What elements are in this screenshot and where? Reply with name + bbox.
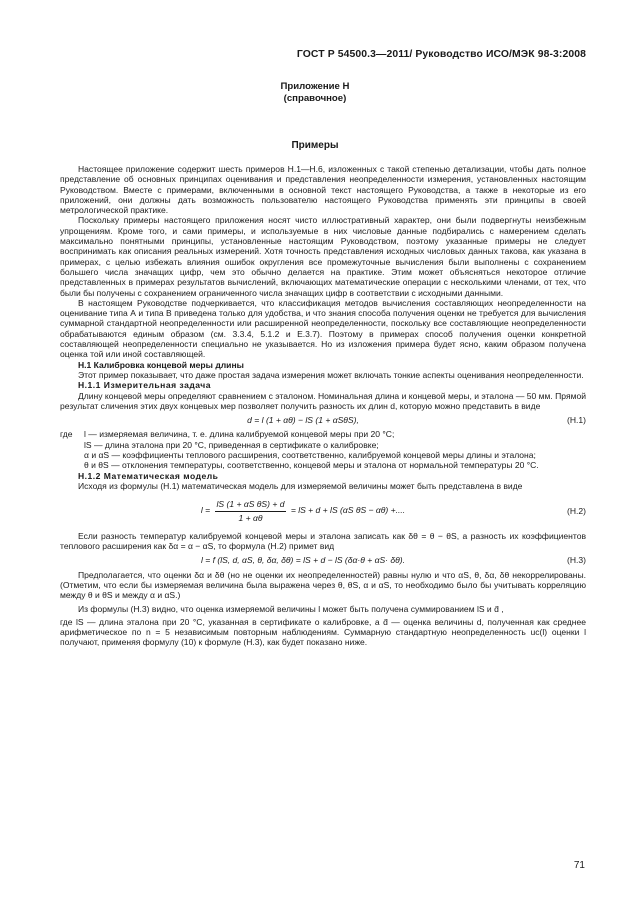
where-label: где	[60, 429, 73, 440]
paragraph-1: Настоящее приложение содержит шесть примеров Н.1—Н.6, изложенных с такой степенью детализации, чтобы дать полное представление об основных принципах оценивания и представления неопределенности измерения, установленных настоящим Руководством. Вместе с примерами, включенными в основной текст настоящего Руководства, а также в некоторые из его приложений, они должны дать возможность пользователю настоящего Руководства применять эти принципы в своей метрологической практике.	[60, 164, 586, 216]
equation-h1-number: (Н.1)	[567, 415, 586, 426]
equation-h3	[60, 555, 586, 565]
paragraph-after-h3: Предполагается, что оценки δα и δθ (но не оценки их неопределенностей) равны нулю и что αS, θ, δα, δθ некоррелированы. (Отметим, что если бы измеряемая величина была выражена через θ, θS, α и αS, то необходимо было бы учитывать корреляцию между θ и θS и между α и αS.)	[60, 569, 586, 601]
annex-subtitle: (справочное)	[283, 93, 347, 104]
paragraph-2: Поскольку примеры настоящего приложения носят чисто иллюстративный характер, они были подвергнуты неизбежным упрощениям. Кроме того, и сами примеры, и используемые в них числовые данные подбирались с намерением сделать максимально понятными принципы, установленные настоящим Руководством, поэтому указанные примеры не следует воспринимать как описания реальных измерений. Хотя точность представления исходных числовых данных такова, как указана в примерах, с целью избежать влияния ошибок округления все промежуточные вычисления были выполнены с сохранением большего числа значащих цифр, чем это обычно делается на практике. Этим может объясняться некоторое отличие представленных в примерах результатов вычислений, включающих математические операции с несколькими членами, от тех, что были бы получены с сохранением ограниченного числа значащих цифр в соответствии с исходными данными.	[60, 215, 586, 298]
equation-h3-expression: l = f (lS, d, αS, θ, δα, δθ) = lS + d − lS (δα·θ + αS· δθ).	[200, 555, 406, 566]
equation-h3-number: (Н.3)	[567, 555, 586, 566]
equation-h2-expression	[60, 499, 546, 523]
document-body	[60, 164, 586, 648]
equation-h2-lhs: l =	[200, 505, 211, 516]
h1-1-paragraph: Длину концевой меры определяют сравнением с эталоном. Номинальная длина и концевой меры, и эталона — 50 мм. Прямой результат сличения этих двух концевых мер позволяет получить разность их длин d, которую можно представить в виде	[60, 390, 586, 411]
equation-h2-rhs: = lS + d + lS (αS θS − αθ) +....	[290, 505, 406, 516]
equation-h2	[60, 499, 586, 523]
equation-h2-denominator: 1 + αθ	[238, 512, 263, 523]
definition-ls: lS — длина эталона при 20 °С, приведенная в сертификате о калибровке;	[84, 439, 379, 450]
definition-alpha: α и αS — коэффициенты теплового расширения, соответственно, калибруемой концевой меры длины и эталона;	[84, 450, 536, 461]
equation-h1	[60, 415, 586, 425]
h1-2-paragraph: Исходя из формулы (Н.1) математическая модель для измеряемой величины может быть представлена в виде	[78, 480, 523, 491]
h1-paragraph: Этот пример показывает, что даже простая задача измерения может включать тонкие аспекты оценивания неопределенности.	[78, 369, 584, 380]
section-title: Примеры	[291, 140, 339, 151]
equation-h2-numerator: lS (1 + αS θS) + d	[215, 499, 287, 511]
definition-row	[60, 429, 586, 439]
heading-h1: Н.1 Калибровка концевой меры длины	[78, 359, 244, 370]
heading-h1-1: Н.1.1 Измерительная задача	[78, 380, 212, 391]
heading-h1-2: Н.1.2 Математическая модель	[78, 470, 219, 481]
paragraph-final-1: Из формулы (Н.3) видно, что оценка измеряемой величины l может быть получена суммированием lS и d̄ ,	[78, 603, 504, 614]
annex-title: Приложение Н	[280, 81, 350, 92]
paragraph-before-h3: Если разность температур калибруемой концевой меры и эталона записать как δθ = θ − θS, а разность их коэффициентов теплового расширения как δα = α − αS, то формула (Н.2) примет вид	[60, 530, 586, 552]
running-header: ГОСТ Р 54500.3—2011/ Руководство ИСО/МЭК 98-3:2008	[296, 49, 586, 60]
paragraph-final-2: где lS — длина эталона при 20 °С, указанная в сертификате о калибровке, а d̄ — оценка величины d, полученная как среднее арифметическое по n = 5 независимым повторным наблюдениям. Суммарную стандартную неопределенность uc(l) оценки l получают, применяя формулу (10) к формуле (Н.3), как будет показано ниже.	[60, 616, 586, 648]
equation-h1-expression: d = l (1 + αθ) − lS (1 + αSθS),	[247, 415, 359, 426]
equation-h2-number: (Н.2)	[567, 505, 586, 516]
definition-theta: θ и θS — отклонения температуры, соответственно, концевой меры и эталона от нормальной температуры 20 °С.	[84, 460, 539, 471]
definition-l: l — измеряемая величина, т. е. длина калибруемой концевой меры при 20 °С;	[84, 429, 395, 440]
annex-heading	[0, 81, 630, 105]
paragraph-3: В настоящем Руководстве подчеркивается, что классификация методов вычисления составляющих неопределенности на оценивание типа А и типа В приведена только для удобства, и что знания способа получения оценки не требуется для вычисления суммарной стандартной неопределенности или расширенной неопределенности, поскольку все составляющие неопределенности обрабатываются единым образом (см. 3.3.4, 5.1.2 и Е.3.7). Поэтому в примерах способ получения оценки конкретной составляющей неопределенности специально не указывается. Но из изложения примера будет ясно, каким образом получена оценка той или иной составляющей.	[60, 297, 586, 360]
page-number: 71	[573, 860, 585, 871]
equation-h2-fraction	[215, 499, 287, 523]
